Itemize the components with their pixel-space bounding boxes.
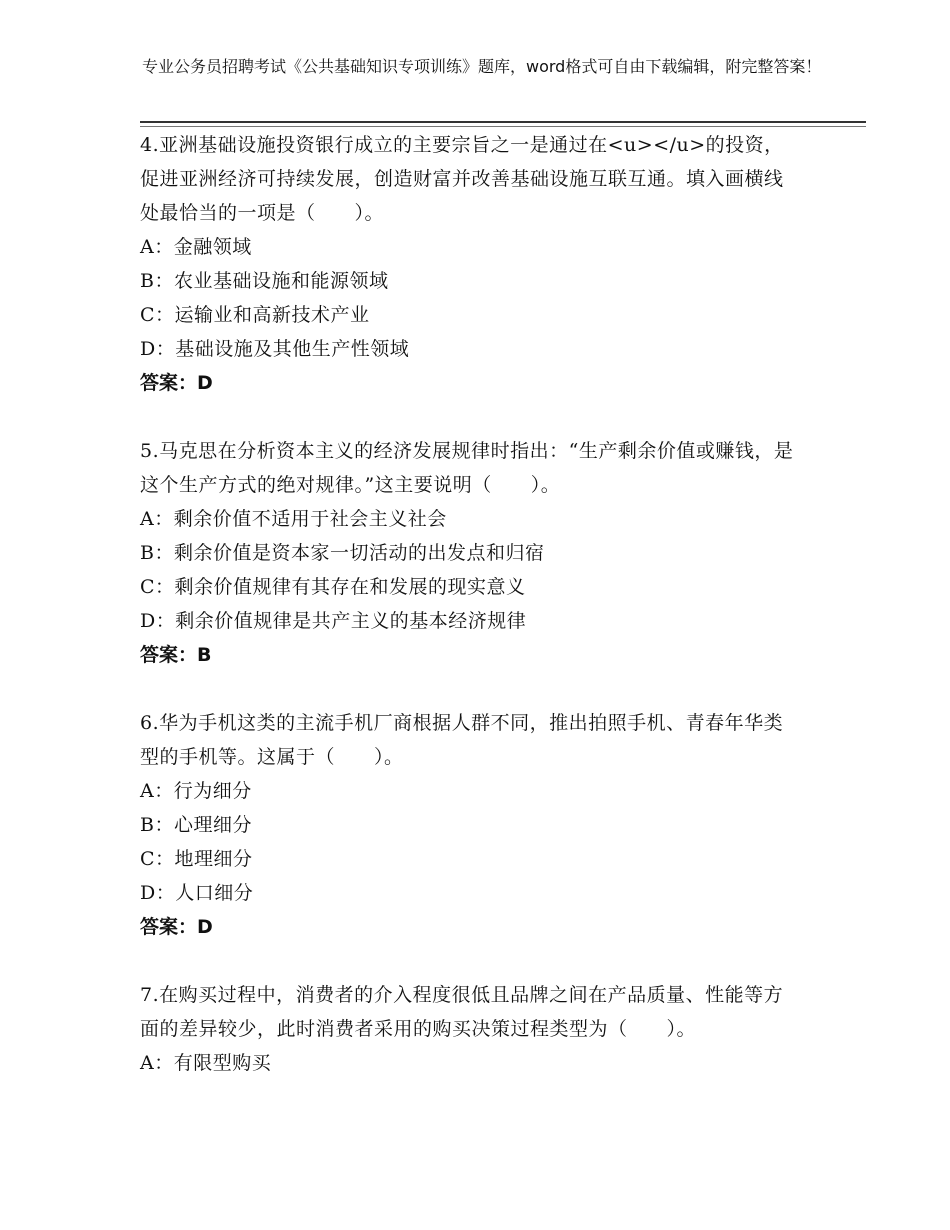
header-divider-thick [140, 121, 866, 123]
question-6 [140, 706, 800, 944]
option-b: B：剩余价值是资本家一切活动的出发点和归宿 [140, 542, 545, 564]
option-a: A：有限型购买 [140, 1052, 272, 1074]
question-5 [140, 434, 800, 672]
option-b: B：心理细分 [140, 814, 252, 836]
question-stem: 4.亚洲基础设施投资银行成立的主要宗旨之一是通过在<u></u>的投资，促进亚洲经济可持续发展，创造财富并改善基础设施互联互通。填入画横线处最恰当的一项是（ ）。 [140, 134, 784, 224]
question-stem: 5.马克思在分析资本主义的经济发展规律时指出：“生产剩余价值或赚钱，是这个生产方式的绝对规律。”这主要说明（ ）。 [140, 440, 794, 496]
option-c: C：地理细分 [140, 848, 253, 870]
option-a: A：金融领域 [140, 236, 252, 258]
option-d: D：剩余价值规律是共产主义的基本经济规律 [140, 610, 527, 632]
header-divider-thin [140, 126, 866, 127]
answer: 答案：B [140, 644, 212, 666]
question-stem: 6.华为手机这类的主流手机厂商根据人群不同，推出拍照手机、青春年华类型的手机等。这属于（ ）。 [140, 712, 784, 768]
question-list [140, 128, 800, 1080]
option-d: D：人口细分 [140, 882, 254, 904]
option-d: D：基础设施及其他生产性领域 [140, 338, 410, 360]
option-a: A：剩余价值不适用于社会主义社会 [140, 508, 447, 530]
option-a: A：行为细分 [140, 780, 252, 802]
answer: 答案：D [140, 372, 213, 394]
option-c: C：运输业和高新技术产业 [140, 304, 370, 326]
question-7 [140, 978, 800, 1080]
question-stem: 7.在购买过程中，消费者的介入程度很低且品牌之间在产品质量、性能等方面的差异较少，此时消费者采用的购买决策过程类型为（ ）。 [140, 984, 784, 1040]
question-4 [140, 128, 800, 400]
answer: 答案：D [140, 916, 213, 938]
option-b: B：农业基础设施和能源领域 [140, 270, 389, 292]
option-c: C：剩余价值规律有其存在和发展的现实意义 [140, 576, 526, 598]
page-header: 专业公务员招聘考试《公共基础知识专项训练》题库，word格式可自由下载编辑，附完整答案！ [142, 57, 822, 76]
